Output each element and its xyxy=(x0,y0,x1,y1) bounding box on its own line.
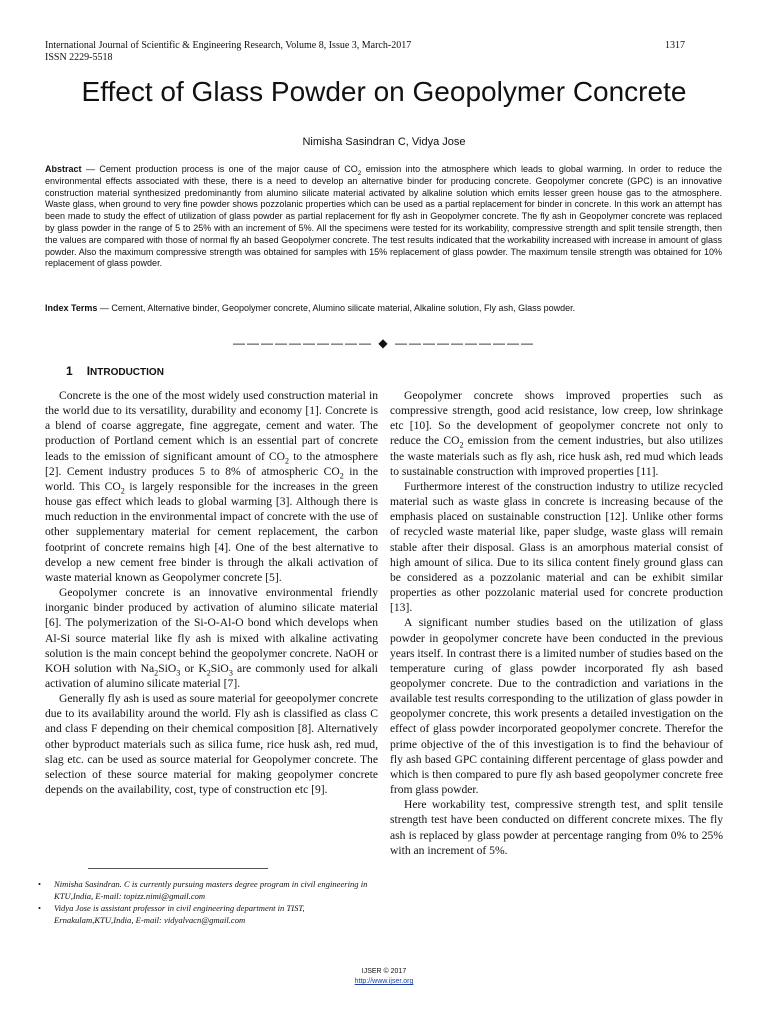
subscript: 2 xyxy=(154,668,159,678)
subscript: 2 xyxy=(285,455,290,465)
paper-title: Effect of Glass Powder on Geopolymer Concrete xyxy=(81,76,687,107)
section-number: 1 xyxy=(66,364,73,378)
running-header xyxy=(45,40,685,64)
footnotes xyxy=(30,878,370,926)
text: to the atmosphere [2]. Cement industry produces 5 to 8% of atmospheric CO xyxy=(45,449,378,478)
subscript: 2 xyxy=(339,471,344,481)
abstract xyxy=(45,164,722,270)
subscript: 2 xyxy=(120,486,125,496)
section-heading xyxy=(66,364,164,378)
paragraph: Generally fly ash is used as soure material for geeopolymer concrete due to its availability around the world. Fly ash is classified as class C and class F depending on their chemical composition [8]. Alternatively other byproduct materials such as silica fume, rice husk ash, red mud, slag etc. can be used as source material for Geopolymer concrete. The selection of these source material for making geopolymer concrete depends on the availability, cost, type of construction etc [9]. xyxy=(45,692,378,797)
paragraph xyxy=(45,388,378,585)
page-number: 1317 xyxy=(665,40,685,51)
footnote-item xyxy=(30,878,370,902)
bullet-icon: • xyxy=(38,903,42,913)
abstract-text-2: emission into the atmosphere which leads to global warming. In order to reduce the environmental effects associated with these, there is a need to develop an alternative binder for producing concrete. Geopolymer concrete (GPC) is an innovative construction material synthesized predominantly from alumino silicate material activated by alkaline solution which emits lesser green house gas to the atmosphere. Waste glass, when ground to very fine powder shows pozzolanic properties which can be used as a partial replacement for binder in concrete. In this work an attempt has been made to study the effect of utilization of glass powder as partial replacement for fly ash in Geopolymer concrete. The fly ash in Geopolymer concrete was replaced by glass powder in the range of 5 to 25% with an increment of 5%. All the specimens were tested for its workability, compressive strength and split tensile strength, then the values are compared with those of normal fly ah based Geopolymer concrete. The test results indicated that the workability increased with increase in amount of glass powder. Also the maximum compressive strength was obtained for samples with 15% replacement of glass powder. The maximum tensile strength was obtained for 10% replacement of glass powder. xyxy=(45,164,722,269)
text: Geopolymer concrete shows improved properties such as compressive strength, good acid resistance, low creep, low shrinkage etc [10]. So the development of geopolymer concrete not only to reduce the CO xyxy=(390,389,723,448)
paragraph: A significant number studies based on the utilization of glass powder in geopolymer concrete have been conducted in the previous years itself. In contrast there is a limited number of studies based on the temperature curing of glass powder incorporated fly ash based geopolymer concrete. Due to the contradiction and variations in the available test results corresponding to the utilization of glass powder in geopolymer concrete, this work presents a detailed investigation on the effect of glass powder incorporated geopolymer concrete. Therefor the prime objective of the of this investigation is to find the behaviour of fly ash based GPC containing different percentage of glass powder and which is then compared to pure fly ash based geopolymer concrete free from glass powder. xyxy=(390,616,723,797)
index-terms-label: Index Terms xyxy=(45,303,98,313)
paragraph xyxy=(45,585,378,691)
section-separator: —————————— ◆ —————————— xyxy=(233,336,535,350)
footnote-text: Vidya Jose is assistant professor in civil engineering department in TIST, Ernakulam,KTU,India, E-mail: vidyalvacn@gmail.com xyxy=(54,903,305,925)
journal-name: International Journal of Scientific & Engineering Research, Volume 8, Issue 3, March-2017 xyxy=(45,40,412,51)
abstract-text-1: Cement production process is one of the major cause of CO xyxy=(99,164,358,174)
subscript: 2 xyxy=(206,668,211,678)
paragraph: Here workability test, compressive strength test, and split tensile strength test have been conducted on different concrete mixes. The fly ash is replaced by glass powder at percentage ranging from 0% to 25% with an increment of 5%. xyxy=(390,798,723,857)
text: in the world. This CO xyxy=(45,464,378,493)
text: Concrete is the one of the most widely used construction material in the world due to its versatility, durability and economy [1]. Concrete is a blend of coarse aggregate, fine aggregate, cement and water. The production of Portland cement which is an essential part of concrete leads to the emission of significant amount of CO xyxy=(45,389,378,463)
bullet-icon: • xyxy=(38,879,42,889)
text: SiO xyxy=(158,661,177,675)
subscript: 2 xyxy=(459,440,464,450)
abstract-dash: — xyxy=(81,164,100,174)
index-terms xyxy=(45,302,722,314)
footer-link[interactable]: http://www.ijser.org xyxy=(354,978,414,985)
text: SiO xyxy=(210,661,229,675)
text: is largely responsible for the increases in the green house gas effect which leads to global warming [3]. Although there is much reduction in the environmental impact of concrete with the use of other supplementary material for cement replacement, the carbon footprint of concrete remains high [4]. One of the best alternative to develop a new cement free binder is through the alkali activation of waste material known as Geopolymer concrete [5]. xyxy=(45,479,378,584)
authors: Nimisha Sasindran C, Vidya Jose xyxy=(302,136,466,148)
section-title-rest: NTRODUCTION xyxy=(90,367,164,378)
abstract-subscript: 2 xyxy=(357,169,362,177)
index-terms-dash: — xyxy=(97,303,112,313)
footnote-item xyxy=(30,902,370,926)
subscript: 3 xyxy=(176,668,181,678)
abstract-label: Abstract xyxy=(45,164,82,174)
footnote-text: Nimisha Sasindran. C is currently pursuing masters degree program in civil engineering in KTU,India, E-mail: topizz.nimi@gmail.com xyxy=(54,879,368,901)
left-column xyxy=(45,388,378,797)
text: Geopolymer concrete is an innovative environmental friendly inorganic binder produced by activation of alumino silicate material [6]. The polymerization of the Si-O-Al-O bond which develops when Al-Si source material like fly ash is mixed with alkaline activating solution is the main concept behind the geopolymer concrete. NaOH or KOH solution with Na xyxy=(45,586,378,675)
paragraph: Furthermore interest of the construction industry to utilize recycled material such as waste glass in concrete is increasing because of the emphasis placed on sustainable construction [12]. Unlike other forms of recycled waste material like, paper sludge, waste glass will remain stable after their disposal. Glass is an amorphous material consist of high amount of silica. Due to its silica content finely ground glass can be considered as a pozzolanic material and can be exhibit similar properties as other pozzolanic material used for concrete production [13]. xyxy=(390,479,723,615)
text: are commonly used for alkali activation of alumino silicate material [7]. xyxy=(45,661,379,690)
paragraph xyxy=(390,388,723,479)
copyright: IJSER © 2017 xyxy=(361,968,407,975)
text: or K xyxy=(180,661,207,675)
index-terms-text: Cement, Alternative binder, Geopolymer concrete, Alumino silicate material, Alkaline solution, Fly ash, Glass powder. xyxy=(111,303,576,313)
footnote-rule xyxy=(88,868,268,869)
right-column xyxy=(390,388,723,858)
section-initial: I xyxy=(86,364,91,378)
subscript: 3 xyxy=(228,668,233,678)
text: emission from the cement industries, but also utilizes the waste materials such as fly ash, rice husk ash, red mud which leads to sustainable construction with improved properties [11]. xyxy=(390,434,723,478)
issn: ISSN 2229-5518 xyxy=(45,52,113,63)
page-footer xyxy=(0,967,768,987)
